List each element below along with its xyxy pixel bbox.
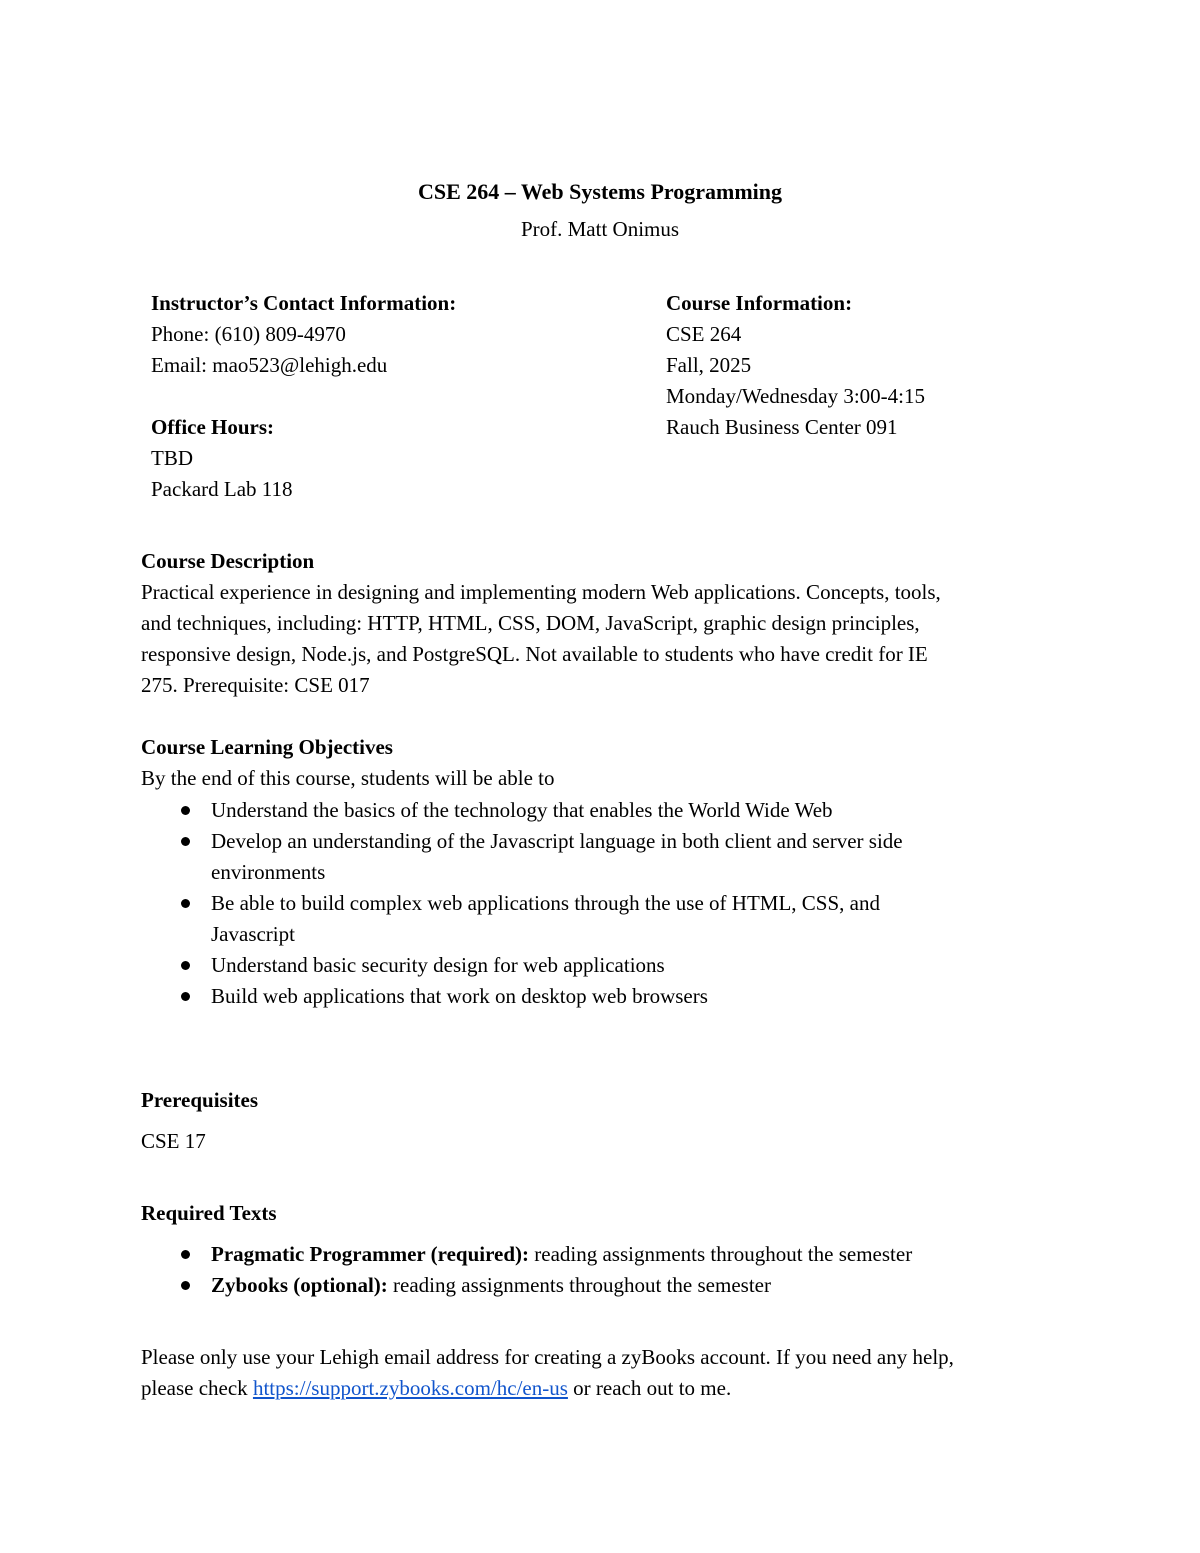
contact-email: Email: mao523@lehigh.edu — [151, 353, 388, 377]
zybooks-support-link[interactable]: https://support.zybooks.com/hc/en-us — [252, 1376, 568, 1400]
course-info-heading: Course Information: — [666, 291, 853, 315]
note-text: or reach out to me. — [567, 1376, 732, 1400]
bullet-icon — [181, 899, 190, 908]
description-heading: Course Description — [141, 549, 315, 573]
office-hours-location: Packard Lab 118 — [151, 477, 293, 501]
bullet-icon — [181, 806, 190, 815]
objective-text: Understand the basics of the technology that enables the World Wide Web — [211, 798, 833, 822]
text-desc: reading assignments throughout the semester — [529, 1242, 913, 1266]
description-line: 275. Prerequisite: CSE 017 — [141, 673, 370, 697]
bullet-icon — [181, 1281, 190, 1290]
course-schedule: Monday/Wednesday 3:00-4:15 — [666, 384, 926, 408]
professor-name: Prof. Matt Onimus — [520, 217, 680, 241]
objective-text: Develop an understanding of the Javascript language in both client and server side — [211, 829, 903, 853]
prerequisites-value: CSE 17 — [141, 1129, 206, 1153]
bullet-icon — [181, 1250, 190, 1259]
text-title: Pragmatic Programmer (required): — [211, 1242, 530, 1266]
objective-text: Understand basic security design for web applications — [211, 953, 665, 977]
list-item — [141, 826, 903, 857]
bullet-icon — [181, 992, 190, 1001]
objectives-heading: Course Learning Objectives — [141, 735, 393, 759]
course-code: CSE 264 — [666, 322, 742, 346]
office-hours-heading: Office Hours: — [151, 415, 275, 439]
list-item — [141, 888, 903, 919]
list-item-continuation — [141, 919, 903, 950]
objectives-list — [141, 795, 903, 1012]
description-line: and techniques, including: HTTP, HTML, CSS, DOM, JavaScript, graphic design principles, — [141, 611, 920, 635]
text-title: Zybooks (optional): — [211, 1273, 388, 1297]
zybooks-note-line2 — [141, 1373, 731, 1404]
page-title: CSE 264 – Web Systems Programming — [417, 179, 783, 204]
zybooks-note: Please only use your Lehigh email address for creating a zyBooks account. If you need any help, — [141, 1345, 954, 1369]
texts-list — [141, 1239, 912, 1301]
objective-text: Javascript — [211, 922, 295, 946]
objectives-intro: By the end of this course, students will be able to — [141, 766, 555, 790]
objective-text: Be able to build complex web applications through the use of HTML, CSS, and — [211, 891, 880, 915]
contact-phone: Phone: (610) 809-4970 — [151, 322, 346, 346]
text-desc: reading assignments throughout the semester — [387, 1273, 771, 1297]
objective-text: environments — [211, 860, 326, 884]
contact-heading: Instructor’s Contact Information: — [151, 291, 457, 315]
bullet-icon — [181, 837, 190, 846]
bullet-icon — [181, 961, 190, 970]
office-hours-time: TBD — [151, 446, 193, 470]
list-item — [141, 981, 903, 1012]
list-item — [141, 1270, 912, 1301]
description-line: responsive design, Node.js, and PostgreSQL. Not available to students who have credit for IE — [141, 642, 928, 666]
description-line: Practical experience in designing and implementing modern Web applications. Concepts, tools, — [141, 580, 941, 604]
course-term: Fall, 2025 — [666, 353, 752, 377]
course-room: Rauch Business Center 091 — [666, 415, 898, 439]
list-item — [141, 795, 903, 826]
list-item — [141, 950, 903, 981]
note-text: please check — [141, 1376, 253, 1400]
objective-text: Build web applications that work on desktop web browsers — [211, 984, 708, 1008]
list-item-continuation — [141, 857, 903, 888]
texts-heading: Required Texts — [141, 1201, 277, 1225]
prerequisites-heading: Prerequisites — [141, 1088, 259, 1112]
list-item — [141, 1239, 912, 1270]
